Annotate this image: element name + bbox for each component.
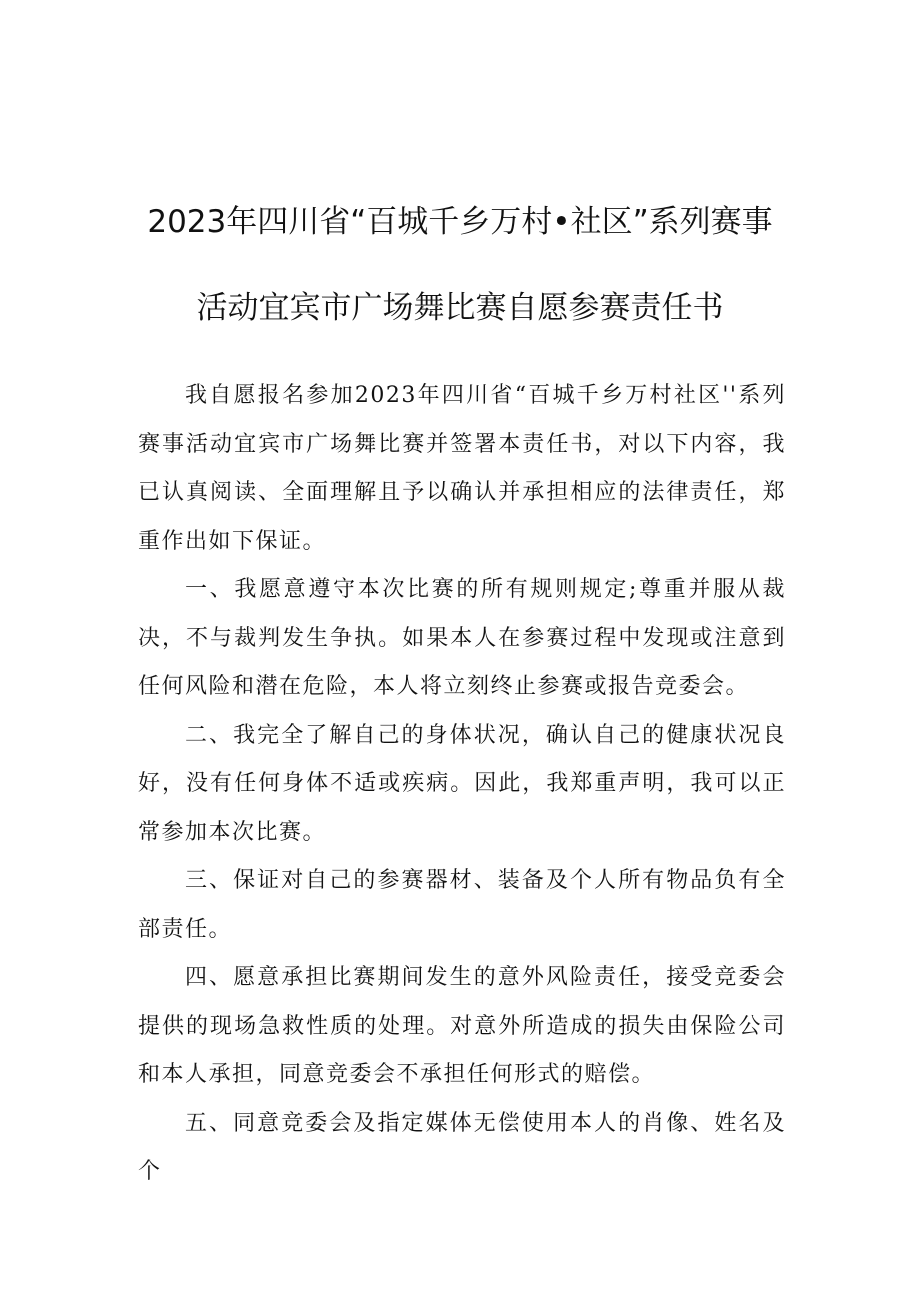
document-body [138,372,786,1197]
paragraph-clause-2: 二、我完全了解自己的身体状况，确认自己的健康状况良好，没有任何身体不适或疾病。因此，我郑重声明，我可以正常参加本次比赛。 [138,722,786,845]
paragraph-clause-3: 三、保证对自己的参赛器材、装备及个人所有物品负有全部责任。 [138,868,786,942]
paragraph-clause-1: 一、我愿意遵守本次比赛的所有规则规定;尊重并服从裁决，不与裁判发生争执。如果本人在参赛过程中发现或注意到任何风险和潜在危险，本人将立刻终止参赛或报告竞委会。 [138,577,786,699]
document-title-line-2: 活动宜宾市广场舞比赛自愿参赛责任书 [196,290,724,326]
paragraph-clause-5: 五、同意竞委会及指定媒体无偿使用本人的肖像、姓名及个 [138,1110,786,1184]
document-title-line-1: 2023年四川省“百城千乡万村•社区”系列赛事 [147,204,773,240]
paragraph-intro: 我自愿报名参加2023年四川省“百城千乡万村社区''系列赛事活动宜宾市广场舞比赛并签署本责任书，对以下内容，我已认真阅读、全面理解且予以确认并承担相应的法律责任，郑重作出如下保证。 [138,383,786,554]
paragraph-clause-4: 四、愿意承担比赛期间发生的意外风险责任，接受竞委会提供的现场急救性质的处理。对意外所造成的损失由保险公司和本人承担，同意竞委会不承担任何形式的赔偿。 [138,965,786,1087]
